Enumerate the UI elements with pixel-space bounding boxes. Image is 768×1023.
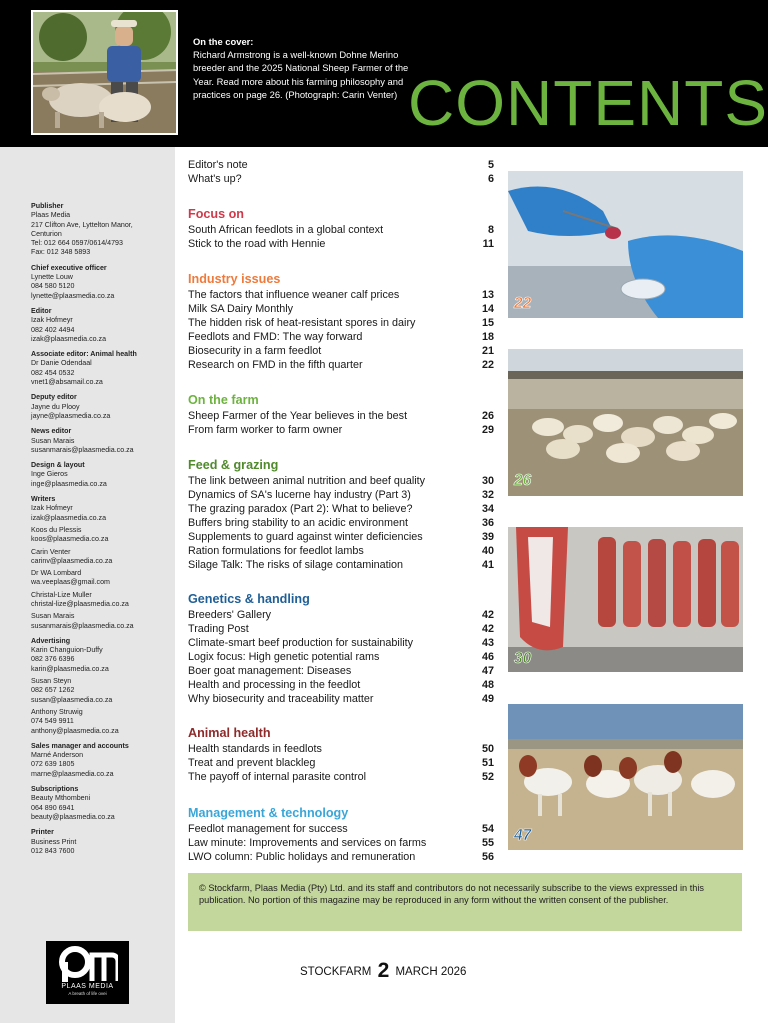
toc-entry-page: 34	[481, 503, 494, 515]
masthead-email[interactable]: christal-lize@plaasmedia.co.za	[31, 599, 129, 608]
section-heading-management-technology: Management & technology	[188, 806, 349, 820]
masthead-news	[31, 427, 171, 455]
masthead-line: Dr WA Lombard	[31, 569, 82, 578]
toc-entry-title: The grazing paradox (Part 2): What to believe?	[188, 503, 413, 515]
masthead-email[interactable]: karin@plaasmedia.co.za	[31, 664, 109, 673]
masthead-role: Deputy editor	[31, 393, 77, 402]
toc-entry-title: Buffers bring stability to an acidic environment	[188, 517, 409, 529]
masthead-email[interactable]: wa.veeplaas@gmail.com	[31, 578, 110, 587]
masthead-printer	[31, 828, 171, 856]
toc-entry-page: 8	[487, 224, 494, 236]
masthead-email[interactable]: susanmarais@plaasmedia.co.za	[31, 445, 134, 454]
toc-entry-title: Milk SA Dairy Monthly	[188, 303, 293, 315]
toc-entry-title: Logix focus: High genetic potential rams	[188, 651, 380, 663]
toc-entry-title: Climate-smart beef production for sustainability	[188, 637, 414, 649]
masthead-line: Izak Hofmeyr	[31, 316, 73, 325]
photo-carcasses[interactable]	[508, 527, 743, 672]
masthead-line: 084 580 5120	[31, 282, 75, 291]
toc-entry-title: Breeders' Gallery	[188, 609, 272, 621]
toc-entry-title: Dynamics of SA's lucerne hay industry (Part 3)	[188, 489, 411, 501]
toc-entry-page: 18	[481, 331, 494, 343]
masthead-line: 082 454 0532	[31, 368, 75, 377]
masthead-role: Subscriptions	[31, 785, 79, 794]
photo-page-label: 30	[514, 650, 532, 667]
masthead-advertising	[31, 637, 171, 736]
masthead-line: Christal-Lize Muller	[31, 590, 92, 599]
footer-page-number: 2	[377, 959, 390, 982]
cover-caption-text: Richard Armstrong is a well-known Dohne Merino breeder and the 2025 National Sheep Farmer of the Year. Read more about his farming philosophy and practices on page 26. (Photograph: Carin Venter)	[193, 49, 409, 100]
toc-entry-page: 30	[481, 475, 494, 487]
masthead	[31, 202, 171, 862]
masthead-role: Publisher	[31, 202, 64, 210]
masthead-sales	[31, 742, 171, 779]
toc-entry-page: 5	[487, 159, 494, 171]
toc-entry-title: Supplements to guard against winter deficiencies	[188, 531, 423, 543]
masthead-line: 072 639 1805	[31, 760, 75, 769]
toc-entry-page: 22	[481, 359, 494, 371]
masthead-line: 082 402 4494	[31, 325, 75, 334]
toc-entry-page: 26	[481, 410, 494, 422]
toc-entry-page: 55	[481, 837, 494, 849]
pm-monogram-icon	[58, 945, 118, 983]
masthead-line: 082 376 6396	[31, 655, 75, 664]
masthead-role: News editor	[31, 427, 72, 436]
masthead-role: Sales manager and accounts	[31, 741, 129, 750]
section-heading-focus-on: Focus on	[188, 207, 244, 221]
masthead-ceo	[31, 264, 171, 301]
section-heading-industry-issues: Industry issues	[188, 272, 281, 286]
toc-entry-page: 46	[481, 651, 494, 663]
toc-entry-title: Why biosecurity and traceability matter	[188, 693, 374, 705]
copyright-disclaimer: © Stockfarm, Plaas Media (Pty) Ltd. and its staff and contributors do not necessarily subscribe to the views expressed in this publication. No portion of this magazine may be reproduced in any form without the written consent of the publisher.	[188, 873, 742, 931]
toc-entry-page: 49	[481, 693, 494, 705]
masthead-line: 217 Clifton Ave, Lyttelton Manor,	[31, 220, 133, 229]
masthead-deputy	[31, 393, 171, 421]
toc-entry-page: 11	[482, 238, 494, 250]
plaas-media-logo	[46, 941, 129, 1004]
toc-entry-page: 48	[481, 679, 494, 691]
masthead-line: Beauty Mthombeni	[31, 794, 91, 803]
masthead-role: Editor	[31, 306, 52, 315]
section-heading-feed-grazing: Feed & grazing	[188, 458, 279, 472]
cover-caption-title: On the cover:	[193, 36, 254, 47]
photo-sheep-feedlot[interactable]	[508, 349, 743, 496]
masthead-line: Anthony Struwig	[31, 707, 83, 716]
toc-entry-page: 6	[487, 173, 494, 185]
toc-entry-page: 39	[481, 531, 494, 543]
cover-caption	[193, 35, 413, 101]
masthead-email[interactable]: susanmarais@plaasmedia.co.za	[31, 621, 134, 630]
masthead-line: 064 890 6941	[31, 803, 75, 812]
photo-page-label: 47	[514, 827, 532, 844]
toc-entry-title: Law minute: Improvements and services on farms	[188, 837, 427, 849]
masthead-email[interactable]: marne@plaasmedia.co.za	[31, 769, 114, 778]
cover-photo	[31, 10, 178, 135]
toc-entry-page: 42	[481, 623, 494, 635]
toc-entry-title: What's up?	[188, 173, 242, 185]
masthead-email[interactable]: susan@plaasmedia.co.za	[31, 695, 113, 704]
masthead-email[interactable]: koos@plaasmedia.co.za	[31, 535, 109, 544]
toc-entry-page: 50	[481, 743, 494, 755]
masthead-line: Karin Changuion-Duffy	[31, 646, 103, 655]
masthead-email[interactable]: carinv@plaasmedia.co.za	[31, 556, 113, 565]
masthead-publisher	[31, 202, 171, 258]
masthead-line: Susan Marais	[31, 612, 75, 621]
masthead-role: Printer	[31, 828, 54, 837]
masthead-line: Jayne du Plooy	[31, 402, 80, 411]
masthead-line: Carin Venter	[31, 547, 71, 556]
photo-page-label: 22	[514, 295, 532, 312]
toc-entry-page: 14	[481, 303, 494, 315]
masthead-line: Fax: 012 348 5893	[31, 248, 91, 257]
masthead-line: Centurion	[31, 229, 62, 238]
header-band	[0, 0, 768, 147]
masthead-editor	[31, 307, 171, 344]
masthead-role: Associate editor: Animal health	[31, 350, 137, 359]
toc-entry-title: Research on FMD in the fifth quarter	[188, 359, 363, 371]
page-title: CONTENTS	[408, 67, 768, 139]
toc-entry-title: Health and processing in the feedlot	[188, 679, 361, 691]
toc-entry-page: 56	[481, 851, 494, 863]
toc-entry-title: Trading Post	[188, 623, 249, 635]
toc-entry-title: Biosecurity in a farm feedlot	[188, 345, 322, 357]
toc-entry-page: 32	[481, 489, 494, 501]
page-footer	[300, 957, 466, 981]
toc-entry-title: South African feedlots in a global context	[188, 224, 384, 236]
masthead-design	[31, 461, 171, 489]
masthead-line: Susan Marais	[31, 436, 75, 445]
masthead-line: Plaas Media	[31, 211, 71, 220]
toc-entry-title: Ration formulations for feedlot lambs	[188, 545, 364, 557]
masthead-role: Chief executive officer	[31, 263, 107, 272]
toc-entry-title: The hidden risk of heat-resistant spores in dairy	[188, 317, 416, 329]
toc-entry-title: The payoff of internal parasite control	[188, 771, 367, 783]
toc-entry-title: The factors that influence weaner calf prices	[188, 289, 400, 301]
masthead-email[interactable]: jayne@plaasmedia.co.za	[31, 411, 111, 420]
toc-entry-title: LWO column: Public holidays and remuneration	[188, 851, 416, 863]
toc-entry-page: 42	[481, 609, 494, 621]
photo-lab-sample[interactable]	[508, 171, 743, 318]
toc-entry-page: 41	[481, 559, 494, 571]
masthead-email[interactable]: anthony@plaasmedia.co.za	[31, 726, 119, 735]
masthead-line: Izak Hofmeyr	[31, 504, 73, 513]
toc-entry-title: Boer goat management: Diseases	[188, 665, 352, 677]
toc-entry-page: 52	[481, 771, 494, 783]
masthead-email[interactable]: beauty@plaasmedia.co.za	[31, 812, 115, 821]
toc-entry-title: Health standards in feedlots	[188, 743, 322, 755]
toc-entry-title: Stick to the road with Hennie	[188, 238, 326, 250]
masthead-line: Marné Anderson	[31, 751, 84, 760]
masthead-line: 074 549 9911	[31, 717, 74, 726]
masthead-sidebar	[0, 147, 175, 1023]
footer-issue: MARCH 2026	[395, 966, 467, 978]
masthead-role: Advertising	[31, 636, 71, 645]
masthead-email[interactable]: lynette@plaasmedia.co.za	[31, 291, 115, 300]
masthead-email[interactable]: vnet1@absamail.co.za	[31, 378, 103, 387]
footer-magazine: STOCKFARM	[300, 966, 372, 978]
toc-entry-title: Feedlot management for success	[188, 823, 348, 835]
toc-entry-page: 51	[481, 757, 494, 769]
toc-entry-page: 15	[481, 317, 494, 329]
masthead-role: Design & layout	[31, 461, 85, 470]
toc-entry-title: Editor's note	[188, 159, 248, 171]
toc-entry-page: 36	[481, 517, 494, 529]
logo-text: PLAAS MEDIA	[61, 983, 114, 990]
section-heading-on-the-farm: On the farm	[188, 393, 259, 407]
masthead-line: Inge Gieros	[31, 470, 68, 479]
masthead-line: Tel: 012 664 0597/0614/4793	[31, 239, 123, 248]
masthead-line: 082 657 1262	[31, 686, 75, 695]
masthead-email[interactable]: izak@plaasmedia.co.za	[31, 513, 107, 522]
masthead-line: Business Print	[31, 837, 77, 846]
masthead-subscriptions	[31, 785, 171, 822]
masthead-assoc-editor	[31, 350, 171, 387]
masthead-email[interactable]: inge@plaasmedia.co.za	[31, 479, 107, 488]
toc-entry-page: 21	[481, 345, 494, 357]
photo-boer-goats[interactable]	[508, 704, 743, 850]
masthead-line: Dr Danie Odendaal	[31, 359, 92, 368]
toc-entry-title: Silage Talk: The risks of silage contamination	[188, 559, 404, 571]
masthead-line: Lynette Louw	[31, 273, 73, 282]
toc-entry-title: Feedlots and FMD: The way forward	[188, 331, 363, 343]
toc-entry-title: Sheep Farmer of the Year believes in the best	[188, 410, 408, 422]
masthead-role: Writers	[31, 495, 56, 504]
toc-entry-page: 43	[481, 637, 494, 649]
masthead-line: 012 843 7600	[31, 846, 75, 855]
toc-entry-page: 29	[481, 424, 494, 436]
toc-entry-page: 40	[481, 545, 494, 557]
masthead-email[interactable]: izak@plaasmedia.co.za	[31, 334, 107, 343]
masthead-line: Susan Steyn	[31, 677, 72, 686]
toc-entry-title: Treat and prevent blackleg	[188, 757, 316, 769]
masthead-line: Koos du Plessis	[31, 525, 82, 534]
toc-entry-title: The link between animal nutrition and beef quality	[188, 475, 426, 487]
toc-entry-page: 47	[481, 665, 494, 677]
section-heading-animal-health: Animal health	[188, 726, 271, 740]
photo-page-label: 26	[514, 472, 532, 489]
toc-entry-page: 54	[481, 823, 494, 835]
section-heading-genetics-handling: Genetics & handling	[188, 592, 310, 606]
logo-tagline: A breath of life ovei	[68, 991, 107, 996]
masthead-writers	[31, 495, 171, 631]
toc-entry-title: From farm worker to farm owner	[188, 424, 343, 436]
toc-entry-page: 13	[481, 289, 494, 301]
